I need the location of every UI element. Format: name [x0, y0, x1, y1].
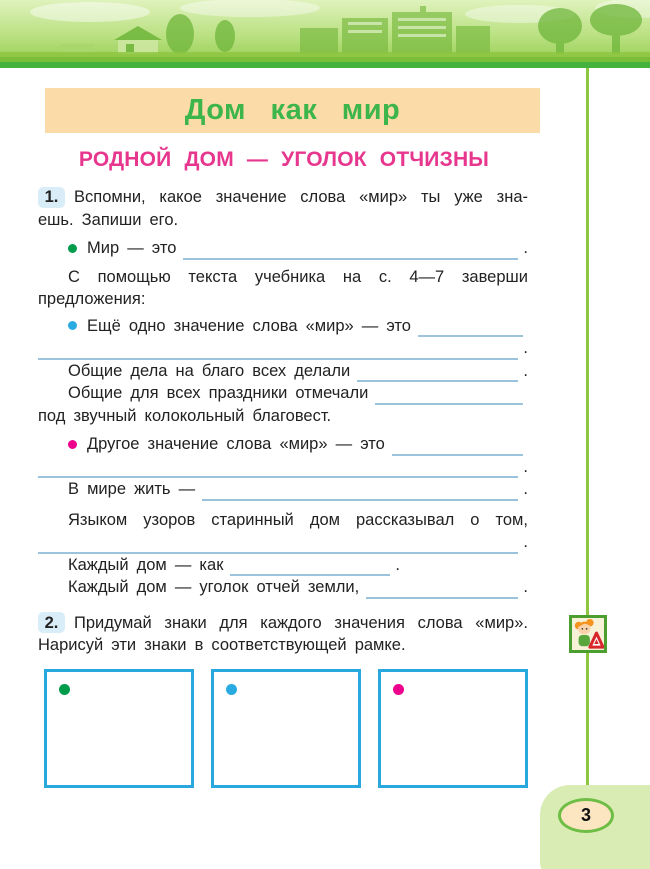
answer-blank[interactable]	[38, 531, 518, 554]
task-1-line-2	[38, 209, 528, 232]
text-segment: .	[523, 361, 528, 380]
text-segment: Каждый дом — уголок отчей земли,	[68, 578, 360, 596]
text-segment: В мире жить —	[68, 480, 196, 498]
yazykom-uzorov	[38, 509, 528, 532]
answer-drugoe-znachenie	[38, 433, 528, 456]
drawing-box[interactable]	[378, 669, 528, 788]
answer-blank[interactable]	[202, 478, 518, 501]
chapter-title-band	[45, 88, 540, 133]
text-segment: Нарисуй эти знаки в соответствующей рамке.	[38, 636, 406, 654]
header-divider-strip	[0, 62, 650, 68]
answer-blank[interactable]	[375, 382, 523, 405]
text-segment: .	[523, 533, 528, 551]
green-town-skyline-illustration	[0, 0, 650, 62]
text-segment: предложения:	[38, 290, 146, 308]
task-1-line-1	[38, 186, 528, 209]
text-segment: .	[523, 480, 528, 498]
task-2-line-1	[38, 612, 528, 635]
bullet-pink-icon	[68, 440, 77, 449]
answer-blank[interactable]	[38, 456, 518, 479]
task-number-badge: 2.	[38, 612, 65, 633]
text-segment: .	[523, 578, 528, 596]
answer-continuation-line	[38, 337, 528, 360]
page-number: 3	[580, 805, 591, 825]
answer-blank[interactable]	[230, 554, 390, 577]
kazhdy-dom-kak	[38, 554, 528, 577]
section-title: РОДНОЙ ДОМ — УГОЛОК ОТЧИЗНЫ	[78, 148, 490, 171]
answer-blank[interactable]	[392, 433, 523, 456]
text-segment: Мир — это	[87, 239, 177, 257]
text-segment: .	[523, 239, 528, 257]
pod-zvuchny-blagovest	[38, 405, 528, 428]
margin-rule-line	[586, 68, 589, 803]
dot-pink-icon	[393, 684, 404, 695]
page-number-oval	[558, 798, 614, 833]
answer-blank[interactable]	[38, 337, 518, 360]
answer-continuation-line	[38, 456, 528, 479]
task-number-badge: 1.	[38, 187, 65, 208]
text-segment: Придумай знаки для каждого значения слова «мир».	[74, 613, 528, 632]
v-mire-zhit	[38, 478, 528, 501]
answer-continuation-line	[38, 531, 528, 554]
text-segment: Общие дела на благо всех делали	[68, 361, 351, 380]
text-segment: .	[523, 339, 528, 357]
text-segment: ешь. Запиши его.	[38, 210, 179, 229]
text-segment: .	[395, 555, 401, 574]
text-segment: Вспомни, какое значение слова «мир» ты уже зна-	[74, 188, 528, 206]
task-2-line-2	[38, 634, 528, 657]
text-segment: С помощью текста учебника на с. 4—7 заверши	[68, 267, 528, 286]
bullet-green-icon	[68, 244, 77, 253]
worksheet-rows	[38, 186, 528, 657]
answer-blank[interactable]	[418, 315, 523, 338]
worksheet-main	[38, 186, 528, 788]
drawing-box[interactable]	[211, 669, 361, 788]
girl-with-warning-triangle-glyph	[572, 618, 604, 650]
bullet-blue-icon	[68, 321, 77, 330]
text-segment: Общие для всех праздники отмечали	[68, 384, 369, 402]
text-segment: Ещё одно значение слова «мир» — это	[87, 316, 411, 335]
drawing-box[interactable]	[44, 669, 194, 788]
drawing-boxes	[44, 669, 528, 788]
answer-mir-eto	[38, 237, 528, 260]
dot-green-icon	[59, 684, 70, 695]
header-illustration	[0, 0, 650, 62]
girl-with-warning-triangle-icon	[569, 615, 607, 653]
answer-blank[interactable]	[357, 360, 518, 383]
text-segment: .	[523, 457, 528, 476]
text-segment: Другое значение слова «мир» — это	[87, 435, 385, 453]
text-segment: Каждый дом — как	[68, 555, 224, 574]
kazhdy-dom-ugolok	[38, 576, 528, 599]
answer-blank[interactable]	[366, 576, 518, 599]
obshchie-prazdniki	[38, 382, 528, 405]
instruction-line-1	[38, 266, 528, 289]
text-segment: под звучный колокольный благовест.	[38, 406, 332, 425]
instruction-line-2	[38, 288, 528, 311]
text-segment: Языком узоров старинный дом рассказывал о том,	[68, 510, 528, 529]
answer-blank[interactable]	[183, 237, 518, 260]
obshchie-dela	[38, 360, 528, 383]
chapter-title: Дом как мир	[184, 94, 401, 126]
dot-blue-icon	[226, 684, 237, 695]
answer-eshchyo-odno	[38, 315, 528, 338]
